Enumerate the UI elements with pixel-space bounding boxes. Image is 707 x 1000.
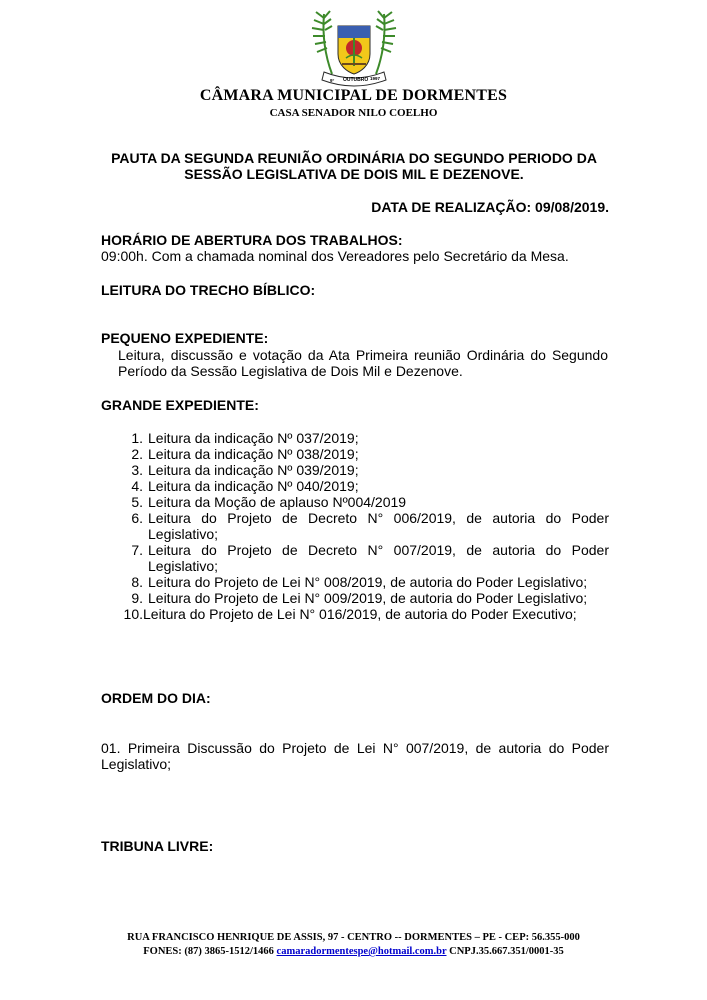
opening-heading: HORÁRIO DE ABERTURA DOS TRABALHOS: xyxy=(101,232,403,248)
footer-contact-line xyxy=(0,946,707,957)
list-item xyxy=(101,462,609,478)
list-item-number: 6. xyxy=(131,510,143,526)
large-expedient-heading: GRANDE EXPEDIENTE: xyxy=(101,397,259,413)
list-item-text: Leitura do Projeto de Decreto N° 006/2019, de autoria do Poder Legislativo; xyxy=(148,510,609,542)
list-item xyxy=(101,494,609,510)
list-item-text: Leitura do Projeto de Lei N° 016/2019, de autoria do Poder Executivo; xyxy=(143,606,577,622)
list-item xyxy=(101,574,609,590)
list-item-number: 5. xyxy=(131,494,143,510)
order-of-day-text: 01. Primeira Discussão do Projeto de Lei N° 007/2019, de autoria do Poder Legislativo; xyxy=(101,740,609,772)
chamber-title: CÂMARA MUNICIPAL DE DORMENTES xyxy=(199,87,508,104)
free-tribune-heading: TRIBUNA LIVRE: xyxy=(101,838,214,854)
list-item xyxy=(101,590,609,606)
list-item-number: 3. xyxy=(131,462,143,478)
large-expedient-list xyxy=(101,430,609,622)
small-expedient-heading: PEQUENO EXPEDIENTE: xyxy=(101,330,269,346)
ribbon-day-text: 9° xyxy=(330,78,335,83)
list-item xyxy=(101,510,609,542)
order-of-day-heading: ORDEM DO DIA: xyxy=(101,690,211,706)
list-item-number: 8. xyxy=(131,574,143,590)
opening-text: 09:00h. Com a chamada nominal dos Vereadores pelo Secretário da Mesa. xyxy=(101,248,569,264)
small-expedient-text: Leitura, discussão e votação da Ata Primeira reunião Ordinária do Segundo Período da Sessão Legislativa de Dois Mil e Dezenove. xyxy=(118,347,608,379)
list-item-number: 2. xyxy=(131,446,143,462)
list-item-number: 1. xyxy=(131,430,143,446)
bible-reading-heading: LEITURA DO TRECHO BÍBLICO: xyxy=(101,282,316,298)
house-subtitle: CASA SENADOR NILO COELHO xyxy=(269,107,438,119)
list-item-text: Leitura da indicação Nº 037/2019; xyxy=(148,430,359,446)
date-line: DATA DE REALIZAÇÃO: 09/08/2019. xyxy=(371,199,609,215)
agenda-title: PAUTA DA SEGUNDA REUNIÃO ORDINÁRIA DO SEGUNDO PERIODO DA SESSÃO LEGISLATIVA DE DOIS MIL E DEZENOVE. xyxy=(111,150,597,182)
list-item xyxy=(101,542,609,574)
list-item-number: 10. xyxy=(123,606,143,622)
footer-email-link[interactable]: camaradormentespe@hotmail.com.br xyxy=(276,946,447,957)
shield-icon xyxy=(338,26,370,74)
left-palm-icon xyxy=(312,11,332,74)
list-item-text: Leitura da Moção de aplauso Nº004/2019 xyxy=(148,494,407,510)
list-item-text: Leitura da indicação Nº 038/2019; xyxy=(148,446,359,462)
list-item-number: 4. xyxy=(131,478,143,494)
ribbon-month-text: OUTUBRO xyxy=(343,77,369,83)
right-palm-icon xyxy=(376,11,396,74)
list-item xyxy=(101,478,609,494)
list-item-number: 7. xyxy=(131,542,143,558)
list-item-text: Leitura do Projeto de Lei N° 009/2019, de autoria do Poder Legislativo; xyxy=(148,590,588,606)
list-item-text: Leitura do Projeto de Lei N° 008/2019, de autoria do Poder Legislativo; xyxy=(148,574,588,590)
list-item xyxy=(101,446,609,462)
list-item xyxy=(101,606,609,622)
list-item-text: Leitura da indicação Nº 039/2019; xyxy=(148,462,359,478)
list-item-text: Leitura da indicação Nº 040/2019; xyxy=(148,478,359,494)
ribbon-year-text: 1997 xyxy=(370,76,381,81)
list-item xyxy=(101,430,609,446)
list-item-number: 9. xyxy=(131,590,143,606)
footer-address: RUA FRANCISCO HENRIQUE DE ASSIS, 97 - CENTRO -- DORMENTES – PE - CEP: 56.355-000 xyxy=(127,932,580,943)
list-item-text: Leitura do Projeto de Decreto N° 007/2019, de autoria do Poder Legislativo; xyxy=(148,542,609,574)
municipal-coat-of-arms-logo xyxy=(302,8,406,88)
footer-cnpj: CNPJ.35.667.351/0001-35 xyxy=(449,946,564,957)
footer-phones: FONES: (87) 3865-1512/1466 xyxy=(143,946,274,957)
